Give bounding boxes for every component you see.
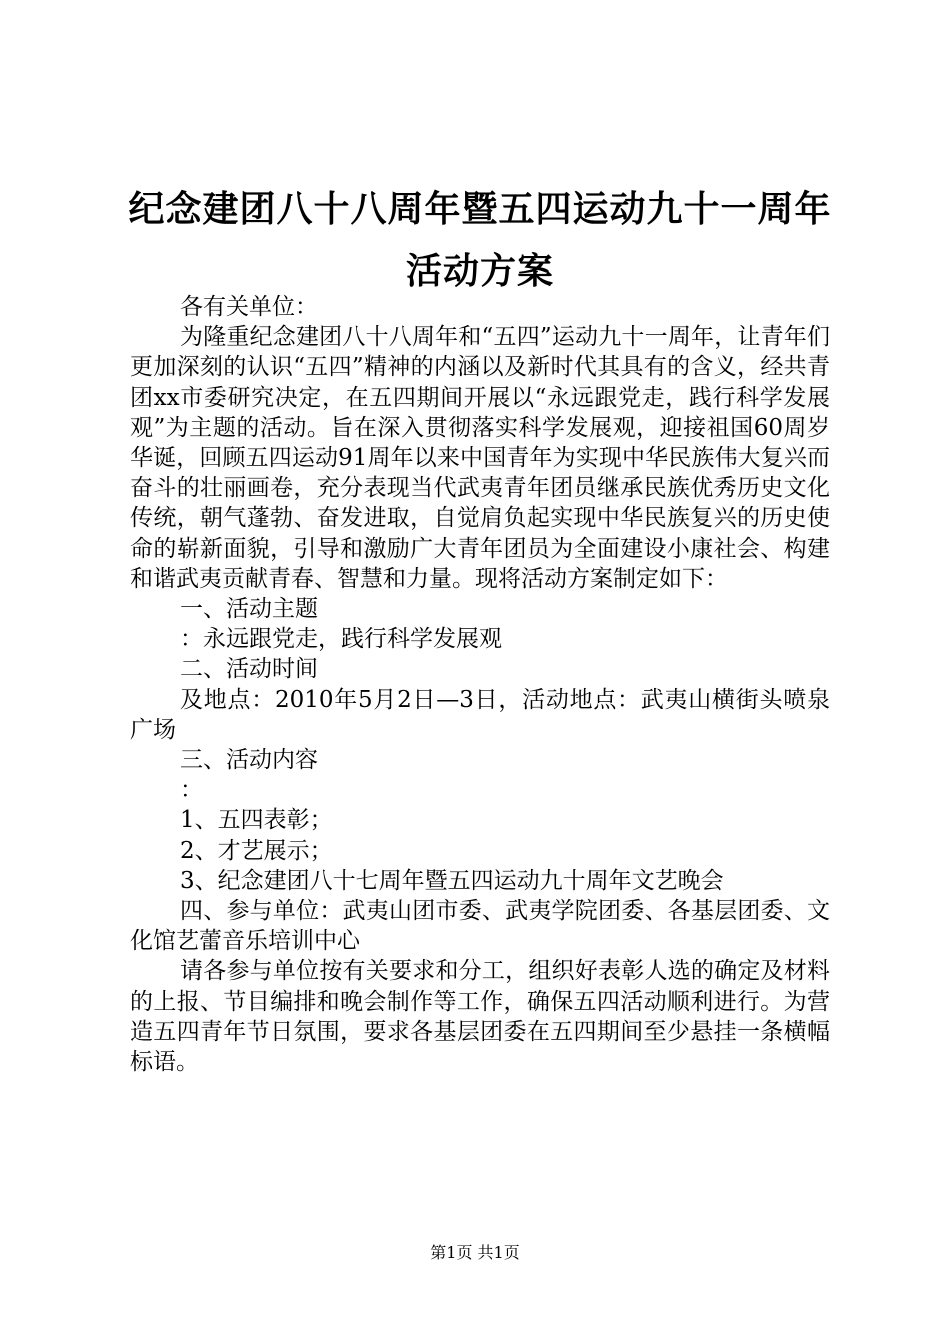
closing-paragraph: 请各参与单位按有关要求和分工，组织好表彰人选的确定及材料的上报、节目编排和晚会制作等工作，确保五四活动顺利进行。为营造五四青年节日氛围，要求各基层团委在五四期间至少悬挂一条横幅标语。 xyxy=(130,958,830,1076)
content-item-2: 2、才艺展示； xyxy=(180,837,333,864)
intro-paragraph: 为隆重纪念建团八十八周年和“五四”运动九十一周年，让青年们更加深刻的认识“五四”精神的内涵以及新时代其具有的含义，经共青团xx市委研究决定，在五四期间开展以“永远跟党走，践行科学发展观”为主题的活动。旨在深入贯彻落实科学发展观，迎接祖国60周岁华诞，回顾五四运动91周年以来中国青年为实现中华民族伟大复兴而奋斗的壮丽画卷，充分表现当代武夷青年团员继承民族优秀历史文化传统，朝气蓬勃、奋发进取，自觉肩负起实现中华民族复兴的历史使命的崭新面貌，引导和激励广大青年团员为全面建设小康社会、构建和谐武夷贡献青春、智慧和力量。现将活动方案制定如下： xyxy=(130,324,830,592)
section-heading-content: 三、活动内容 xyxy=(180,747,318,774)
salutation: 各有关单位： xyxy=(180,294,318,320)
content-item-1: 1、五四表彰； xyxy=(180,807,333,834)
section-heading-time: 二、活动时间 xyxy=(180,656,318,683)
content-colon: ： xyxy=(180,777,203,804)
content-item-3: 3、纪念建团八十七周年暨五四运动九十周年文艺晚会 xyxy=(180,867,724,894)
participants-paragraph: 四、参与单位：武夷山团市委、武夷学院团委、各基层团委、文化馆艺蕾音乐培训中心 xyxy=(130,898,830,955)
time-location-text: 及地点：2010年5月2日—3日，活动地点：武夷山横街头喷泉广场 xyxy=(130,686,830,743)
document-body xyxy=(130,292,830,1077)
theme-text: ：永远跟党走，践行科学发展观 xyxy=(180,626,502,653)
page-footer: 第1页 共1页 xyxy=(430,1243,520,1262)
section-heading-theme: 一、活动主题 xyxy=(180,596,318,623)
document-title: 纪念建团八十八周年暨五四运动九十一周年活动方案 xyxy=(128,188,832,292)
